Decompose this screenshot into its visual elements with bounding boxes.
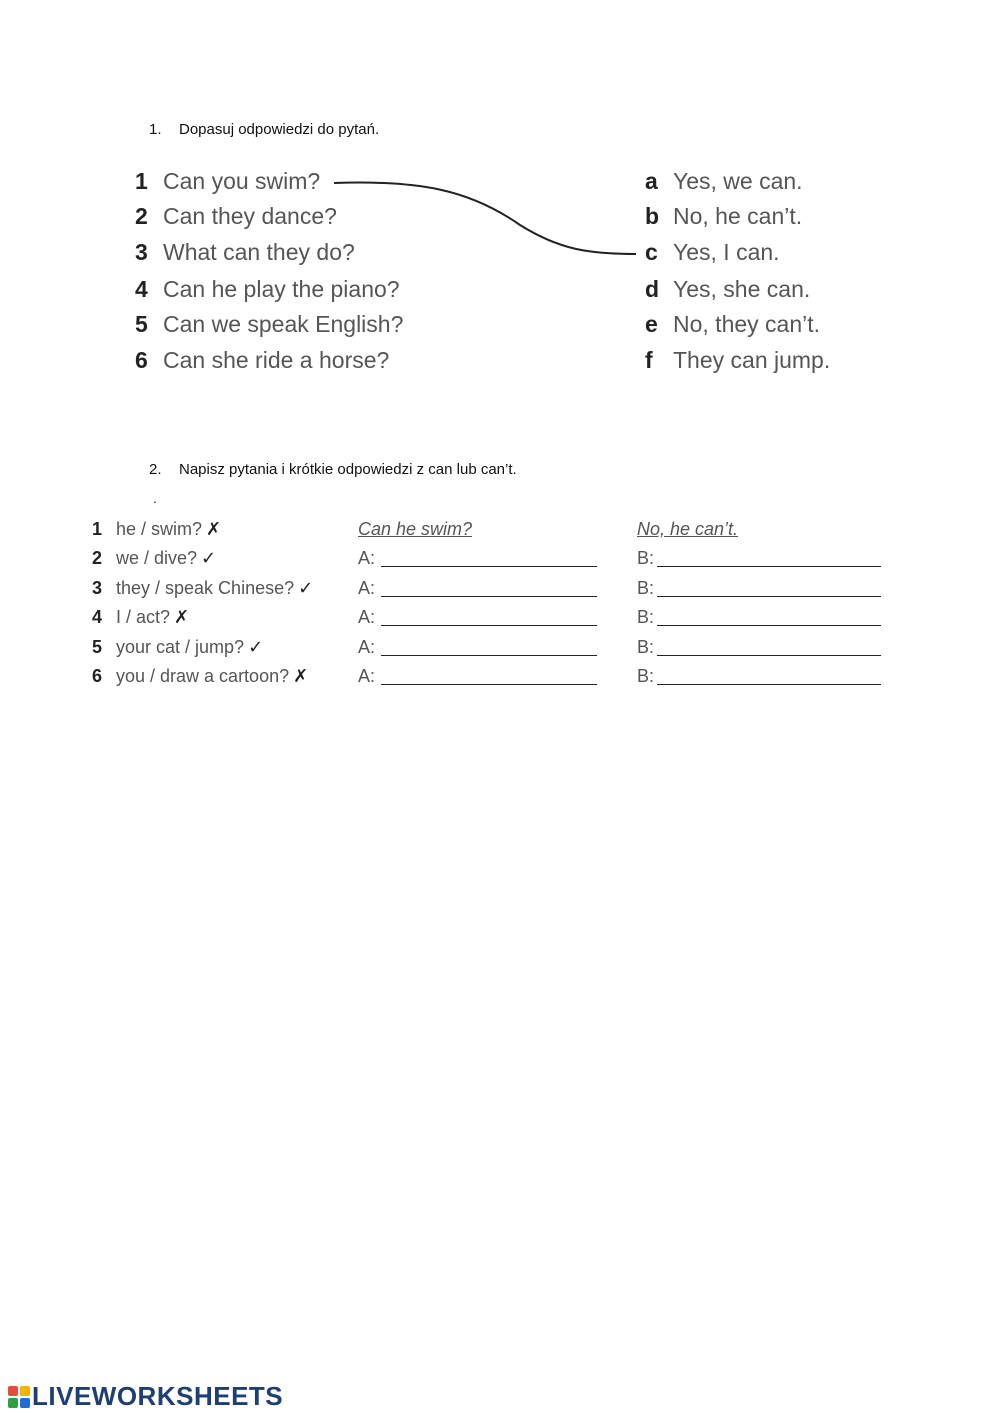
label-a: A: [358, 666, 376, 686]
cross-icon: ✗ [206, 519, 222, 539]
answer-letter: d [645, 276, 660, 302]
question-blank[interactable] [381, 625, 597, 626]
question-blank[interactable] [381, 655, 597, 656]
exercise2-instruction [149, 461, 517, 478]
exercise2-number: 2. [149, 461, 162, 478]
label-b: B: [637, 607, 655, 627]
check-icon: ✓ [298, 578, 314, 598]
question-blank[interactable] [381, 566, 597, 567]
answer-blank[interactable] [657, 684, 881, 685]
question-number: 1 [135, 168, 148, 194]
answer-letter: b [645, 203, 660, 229]
question-text: Can they dance? [163, 203, 337, 229]
question-number: 6 [135, 347, 148, 373]
answer-text: No, he can’t. [673, 203, 803, 229]
example-answer: No, he can’t. [637, 519, 739, 539]
prompt-item [92, 516, 221, 542]
answer-text: Yes, she can. [673, 276, 811, 302]
exercise1-instruction-text: Dopasuj odpowiedzi do pytań. [179, 121, 380, 138]
check-icon: ✓ [248, 637, 264, 657]
label-b: B: [637, 637, 655, 657]
prompt-text: I / act? [116, 607, 171, 627]
prompt-item [92, 604, 189, 630]
prompt-number: 5 [92, 637, 103, 657]
prompt-number: 6 [92, 666, 103, 686]
logo-text: LIVEWORKSHEETS [32, 1381, 284, 1411]
question-text: Can you swim? [163, 168, 321, 194]
prompt-text: he / swim? [116, 519, 203, 539]
prompt-text: we / dive? [116, 548, 198, 568]
check-icon: ✓ [201, 548, 217, 568]
answer-text: Yes, I can. [673, 239, 780, 265]
prompt-number: 2 [92, 548, 103, 568]
cross-icon: ✗ [174, 607, 190, 627]
label-a: A: [358, 548, 376, 568]
label-b: B: [637, 548, 655, 568]
question-blank[interactable] [381, 684, 597, 685]
question-text: Can he play the piano? [163, 276, 400, 302]
answer-letter: a [645, 168, 658, 194]
question-number: 3 [135, 239, 148, 265]
prompt-item [92, 545, 216, 571]
answer-text: They can jump. [673, 347, 831, 373]
prompt-item [92, 663, 308, 689]
answer-letter: e [645, 311, 658, 337]
exercise2-instruction-text: Napisz pytania i krótkie odpowiedzi z can lub can’t. [179, 461, 517, 478]
label-b: B: [637, 666, 655, 686]
prompt-text: you / draw a cartoon? [116, 666, 290, 686]
answer-text: No, they can’t. [673, 311, 821, 337]
answer-blank[interactable] [657, 655, 881, 656]
liveworksheets-logo [8, 1381, 283, 1412]
question-text: Can she ride a horse? [163, 347, 390, 373]
prompt-item [92, 634, 263, 660]
question-number: 5 [135, 311, 148, 337]
question-number: 2 [135, 203, 148, 229]
question-text: Can we speak English? [163, 311, 404, 337]
prompt-number: 1 [92, 519, 103, 539]
example-question: Can he swim? [358, 519, 473, 539]
prompt-text: your cat / jump? [116, 637, 245, 657]
answer-blank[interactable] [657, 625, 881, 626]
match-line [0, 0, 1000, 420]
label-a: A: [358, 607, 376, 627]
answer-text: Yes, we can. [673, 168, 803, 194]
question-text: What can they do? [163, 239, 355, 265]
answer-blank[interactable] [657, 566, 881, 567]
prompt-number: 3 [92, 578, 103, 598]
cross-icon: ✗ [293, 666, 309, 686]
answer-letter: c [645, 239, 658, 265]
prompt-text: they / speak Chinese? [116, 578, 295, 598]
exercise1-number: 1. [149, 121, 162, 138]
stray-dot: . [153, 490, 157, 506]
label-a: A: [358, 637, 376, 657]
answer-letter: f [645, 347, 653, 373]
question-number: 4 [135, 276, 148, 302]
question-blank[interactable] [381, 596, 597, 597]
prompt-item [92, 575, 313, 601]
logo-icon [8, 1386, 30, 1408]
label-a: A: [358, 578, 376, 598]
answer-blank[interactable] [657, 596, 881, 597]
prompt-number: 4 [92, 607, 103, 627]
label-b: B: [637, 578, 655, 598]
